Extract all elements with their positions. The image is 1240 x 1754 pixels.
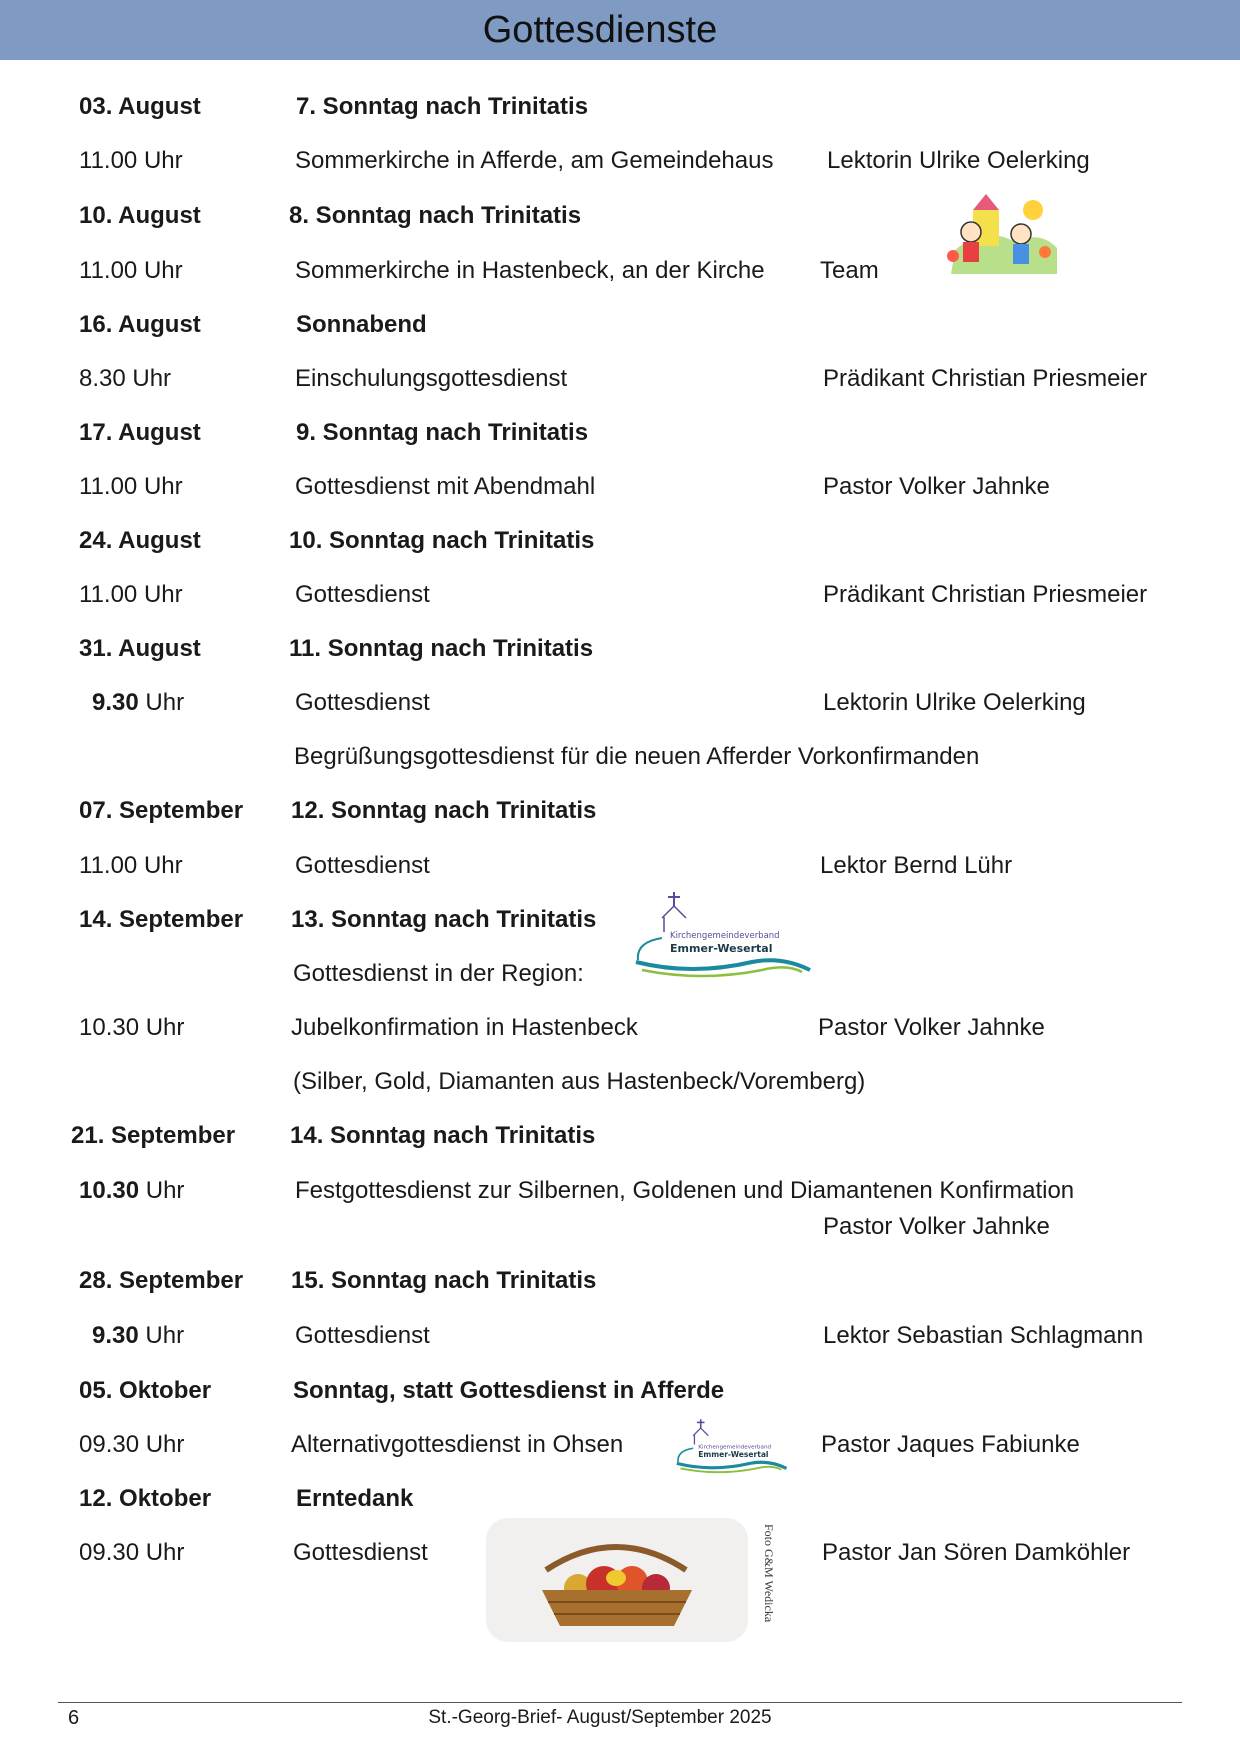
time: 09.30 Uhr — [79, 1431, 185, 1458]
date: 12. Oktober — [79, 1485, 212, 1512]
occasion: 12. Sonntag nach Trinitatis — [291, 797, 597, 824]
person: Pastor Volker Jahnke — [818, 1014, 1045, 1041]
occasion: 13. Sonntag nach Trinitatis — [291, 906, 597, 933]
occasion: 7. Sonntag nach Trinitatis — [296, 93, 589, 120]
time-rest: Uhr — [139, 1177, 185, 1204]
time: 11.00 Uhr — [79, 257, 183, 284]
service: Gottesdienst — [295, 689, 430, 716]
person: Pastor Volker Jahnke — [823, 1213, 1050, 1240]
date: 10. August — [79, 202, 201, 229]
time: 10.30 Uhr — [79, 1014, 185, 1041]
fruit-basket-photo — [486, 1518, 748, 1642]
logo-small-line2: Emmer-Wesertal — [698, 1450, 769, 1460]
time-bold: 10.30 — [79, 1177, 140, 1204]
logo-line1: Kirchengemeindeverband — [670, 931, 780, 941]
time — [79, 1176, 184, 1206]
person: Pastor Volker Jahnke — [823, 473, 1050, 500]
date: 16. August — [79, 311, 201, 338]
person: Pastor Jan Sören Damköhler — [822, 1539, 1131, 1566]
page-title: Gottesdienste — [482, 9, 718, 51]
photo-credit: Foto G&M Wedicka — [762, 1524, 776, 1623]
date: 17. August — [79, 419, 201, 446]
time-bold: 9.30 — [92, 689, 139, 716]
date: 21. September — [71, 1122, 236, 1149]
logo-small-line1: Kirchengemeindeverband — [698, 1444, 772, 1451]
occasion: 9. Sonntag nach Trinitatis — [296, 419, 589, 446]
kirchengemeindeverband-logo — [632, 890, 812, 982]
time: 09.30 Uhr — [79, 1539, 185, 1566]
time: 11.00 Uhr — [79, 473, 183, 500]
date: 07. September — [79, 797, 244, 824]
time: 11.00 Uhr — [79, 852, 183, 879]
time: 8.30 Uhr — [79, 365, 172, 392]
service: Gottesdienst — [295, 581, 430, 608]
occasion: 15. Sonntag nach Trinitatis — [291, 1267, 597, 1294]
service: Gottesdienst mit Abendmahl — [295, 473, 596, 500]
service: Festgottesdienst zur Silbernen, Goldenen und Diamantenen Konfirmation — [295, 1177, 1075, 1204]
service: Gottesdienst — [293, 1539, 428, 1566]
time: 11.00 Uhr — [79, 581, 183, 608]
occasion: Sonntag, statt Gottesdienst in Afferde — [293, 1377, 725, 1404]
service: Jubelkonfirmation in Hastenbeck — [291, 1014, 638, 1041]
kirchengemeindeverband-logo-small — [670, 1418, 792, 1476]
person: Prädikant Christian Priesmeier — [823, 581, 1148, 608]
date: 14. September — [79, 906, 244, 933]
time — [92, 1321, 184, 1351]
time-rest: Uhr — [138, 1322, 185, 1349]
occasion: 14. Sonntag nach Trinitatis — [290, 1122, 596, 1149]
occasion: 10. Sonntag nach Trinitatis — [289, 527, 595, 554]
date: 28. September — [79, 1267, 244, 1294]
time — [92, 688, 184, 718]
page-number: 6 — [68, 1707, 80, 1729]
date: 24. August — [79, 527, 201, 554]
region: Gottesdienst in der Region: — [293, 960, 584, 987]
occasion: 8. Sonntag nach Trinitatis — [289, 202, 582, 229]
publication-title: St.-Georg-Brief- August/September 2025 — [428, 1707, 772, 1728]
footer-divider — [58, 1702, 1182, 1703]
person: Lektorin Ulrike Oelerking — [827, 147, 1090, 174]
service: Gottesdienst — [295, 852, 430, 879]
service: Sommerkirche in Hastenbeck, an der Kirche — [295, 257, 765, 284]
person: Pastor Jaques Fabiunke — [821, 1431, 1080, 1458]
note: (Silber, Gold, Diamanten aus Hastenbeck/Voremberg) — [293, 1068, 866, 1095]
occasion: Sonnabend — [296, 311, 427, 338]
service: Einschulungsgottesdienst — [295, 365, 568, 392]
person: Prädikant Christian Priesmeier — [823, 365, 1148, 392]
person: Lektor Bernd Lühr — [820, 852, 1013, 879]
person: Lektorin Ulrike Oelerking — [823, 689, 1086, 716]
date: 03. August — [79, 93, 201, 120]
person: Lektor Sebastian Schlagmann — [823, 1322, 1144, 1349]
time-bold: 9.30 — [92, 1322, 139, 1349]
logo-line2: Emmer-Wesertal — [670, 942, 773, 955]
header-banner — [0, 0, 1240, 60]
children-drawing-image — [945, 190, 1060, 278]
occasion: Erntedank — [296, 1485, 414, 1512]
date: 05. Oktober — [79, 1377, 212, 1404]
service: Gottesdienst — [295, 1322, 430, 1349]
occasion: 11. Sonntag nach Trinitatis — [289, 635, 594, 662]
service: Alternativgottesdienst in Ohsen — [291, 1431, 624, 1458]
time: 11.00 Uhr — [79, 147, 183, 174]
service: Sommerkirche in Afferde, am Gemeindehaus — [295, 147, 774, 174]
date: 31. August — [79, 635, 201, 662]
note: Begrüßungsgottesdienst für die neuen Afferder Vorkonfirmanden — [294, 743, 980, 770]
time-rest: Uhr — [138, 689, 185, 716]
person: Team — [820, 257, 879, 284]
